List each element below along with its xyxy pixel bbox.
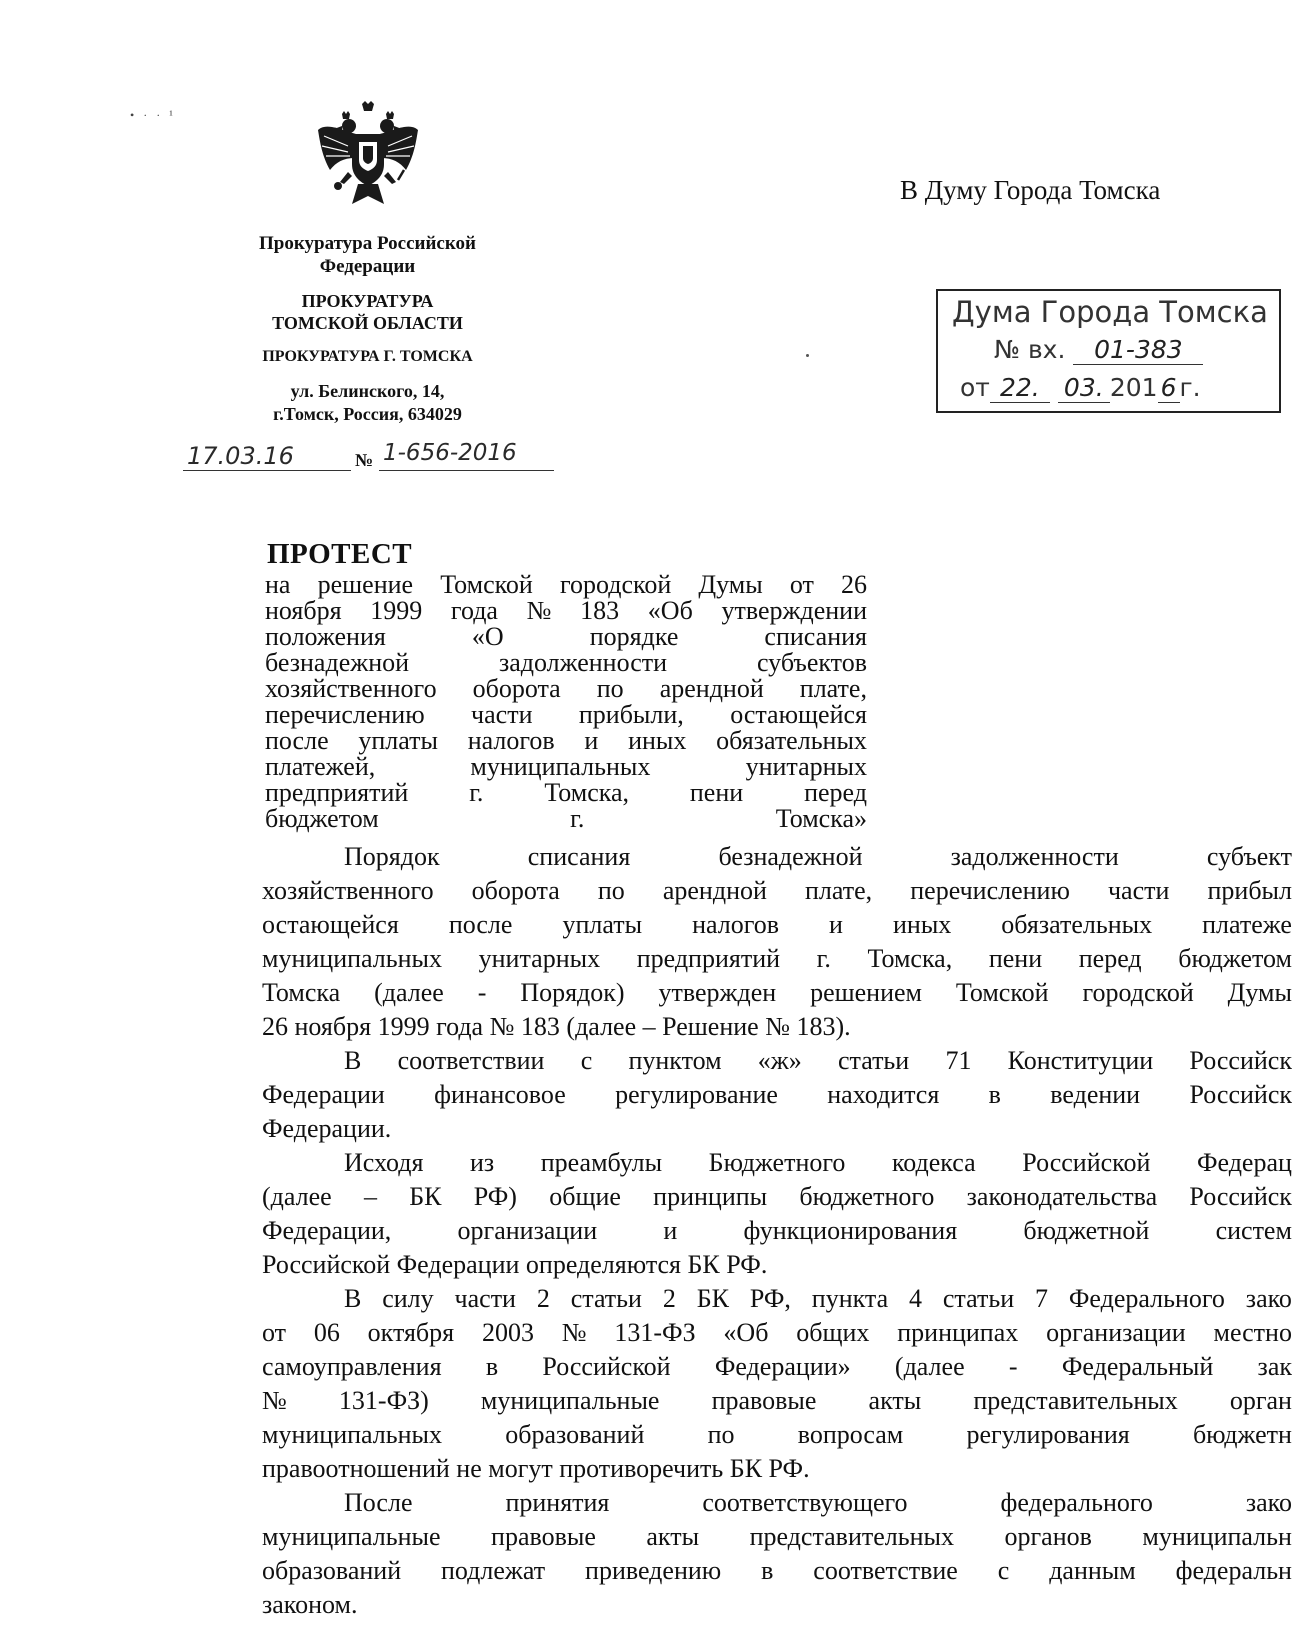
word: задолженности: [498, 648, 668, 677]
word: принципы: [653, 1182, 768, 1211]
body-line: [262, 1316, 1292, 1350]
word: перечислению: [910, 876, 1070, 905]
word: хозяйственного: [262, 876, 434, 905]
addressee: В Думу Города Томска: [900, 175, 1161, 205]
protest-subject: [265, 572, 867, 832]
outgoing-date: 17.03.16: [187, 442, 294, 470]
word: ноября: [265, 596, 342, 625]
stamp-year-digit: 6: [1158, 373, 1180, 403]
word: соответствующего: [702, 1488, 908, 1517]
word: хозяйственного: [265, 674, 437, 703]
word: перед: [804, 778, 867, 807]
word: решением: [810, 978, 922, 1007]
word: в: [988, 1080, 1001, 1109]
word: уплаты: [358, 726, 438, 755]
word: части: [471, 700, 533, 729]
body-line: [262, 874, 1292, 908]
word: Российской: [1022, 1148, 1151, 1177]
word: иных: [628, 726, 687, 755]
word: функционирования: [743, 1216, 958, 1245]
word: 2003: [481, 1318, 534, 1347]
registration-stamp: [936, 289, 1281, 413]
stamp-month: 03.: [1058, 373, 1110, 403]
stamp-in-label: № вх.: [994, 335, 1066, 364]
word: 26: [840, 570, 867, 599]
word: (далее: [374, 978, 444, 1007]
word: порядке: [589, 622, 679, 651]
word: -: [1008, 1352, 1018, 1381]
word: платеже: [1202, 910, 1292, 939]
word: федерального: [1000, 1488, 1153, 1517]
word: части: [1107, 876, 1170, 905]
word: в: [485, 1352, 499, 1381]
word: г.: [469, 778, 484, 807]
word: Томской: [955, 978, 1049, 1007]
word: В: [344, 1046, 362, 1075]
word: акты: [646, 1522, 700, 1551]
body-line: [262, 1146, 1292, 1180]
sender-line: Федерации: [319, 256, 416, 277]
word: БК: [696, 1284, 729, 1313]
word: списания: [764, 622, 867, 651]
word: 183: [580, 596, 620, 625]
word: 7: [1035, 1284, 1048, 1313]
body-line: Федерации.: [262, 1114, 392, 1143]
word: бюджетн: [1192, 1420, 1292, 1449]
stamp-number-row: [994, 335, 1203, 365]
body-line: [262, 1384, 1292, 1418]
word: г.: [816, 944, 831, 973]
word: муниципальные: [262, 1522, 441, 1551]
sender-line: ул. Белинского, 14,: [290, 381, 445, 401]
word: Томска: [262, 978, 341, 1007]
word: зако: [1245, 1284, 1292, 1313]
word: законодательства: [966, 1182, 1158, 1211]
word: находится: [827, 1080, 940, 1109]
word: общих: [796, 1318, 870, 1347]
word: части: [454, 1284, 516, 1313]
word: Томска,: [867, 944, 953, 973]
subject-line: [265, 780, 867, 806]
word: пункта: [811, 1284, 889, 1313]
word: арендной: [659, 674, 764, 703]
word: преамбулы: [540, 1148, 663, 1177]
word: систем: [1215, 1216, 1292, 1245]
word: по: [597, 876, 625, 905]
word: подлежат: [441, 1556, 546, 1585]
word: муниципальных: [470, 752, 651, 781]
word: Исходя: [344, 1148, 424, 1177]
stamp-year-prefix: 201: [1109, 373, 1158, 402]
word: статьи: [837, 1046, 910, 1075]
body-line: 26 ноября 1999 года № 183 (далее – Решение № 183).: [262, 1012, 851, 1041]
word: статьи: [570, 1284, 642, 1313]
word: Федерации: [262, 1080, 385, 1109]
word: пени: [689, 778, 744, 807]
word: Федерации,: [262, 1216, 392, 1245]
word: унитарных: [745, 752, 867, 781]
body-line: [262, 1350, 1292, 1384]
word: уплаты: [562, 910, 643, 939]
word: Думы: [1227, 978, 1292, 1007]
word: –: [363, 1182, 377, 1211]
word: бюджетной: [1023, 1216, 1150, 1245]
word: принципах: [897, 1318, 1019, 1347]
word: финансовое: [434, 1080, 566, 1109]
word: плате,: [804, 876, 873, 905]
word: 131-ФЗ): [338, 1386, 429, 1415]
body-line: [262, 1282, 1292, 1316]
word: кодекса: [891, 1148, 976, 1177]
body-line: [262, 942, 1292, 976]
word: налогов: [692, 910, 780, 939]
word: соответствие: [813, 1556, 958, 1585]
word: «Об: [647, 596, 693, 625]
subject-line: [265, 650, 867, 676]
word: 2: [536, 1284, 550, 1313]
body-line: [262, 1078, 1292, 1112]
word: по: [707, 1420, 735, 1449]
word: с: [580, 1046, 593, 1075]
word: представительных: [749, 1522, 954, 1551]
word: Российск: [1189, 1046, 1292, 1075]
word: городской: [1082, 978, 1194, 1007]
body-line: [262, 1554, 1292, 1588]
word: «Об: [723, 1318, 769, 1347]
word: Думы: [698, 570, 763, 599]
word: в: [761, 1556, 774, 1585]
word: после: [448, 910, 513, 939]
word: из: [470, 1148, 495, 1177]
word: муниципальных: [262, 944, 443, 973]
word: ведении: [1050, 1080, 1141, 1109]
word: правовые: [711, 1386, 817, 1415]
body-line: [262, 1044, 1292, 1078]
word: остающейся: [262, 910, 399, 939]
number-underline: [379, 470, 554, 471]
word: налогов: [467, 726, 555, 755]
coat-of-arms-icon: [312, 100, 424, 212]
outgoing-number: [183, 438, 563, 478]
word: Томска,: [544, 778, 630, 807]
word: №: [561, 1318, 587, 1347]
word: после: [265, 726, 329, 755]
protest-body: [262, 840, 1292, 1622]
word: 2: [662, 1284, 676, 1313]
word: №: [262, 1386, 287, 1415]
word: муниципальные: [480, 1386, 660, 1415]
word: оборота: [471, 876, 560, 905]
word: прибыл: [1207, 876, 1292, 905]
word: (далее: [262, 1182, 332, 1211]
word: соответствии: [397, 1046, 545, 1075]
word: прибыли,: [578, 700, 684, 729]
subject-line: [265, 702, 867, 728]
word: пунктом: [628, 1046, 722, 1075]
word: общие: [549, 1182, 621, 1211]
word: органов: [1004, 1522, 1092, 1551]
word: списания: [527, 842, 631, 871]
word: Федеральный: [1061, 1352, 1214, 1381]
word: организации: [457, 1216, 598, 1245]
stamp-day: 22.: [990, 373, 1050, 403]
body-line: [262, 840, 1292, 874]
word: безнадежной: [265, 648, 410, 677]
body-line: [262, 1418, 1292, 1452]
word: по: [596, 674, 624, 703]
word: организации: [1046, 1318, 1186, 1347]
word: акты: [868, 1386, 922, 1415]
word: Бюджетного: [708, 1148, 846, 1177]
word: октября: [367, 1318, 455, 1347]
word: Конституции: [1007, 1046, 1154, 1075]
word: задолженности: [950, 842, 1119, 871]
sender-line: ТОМСКОЙ ОБЛАСТИ: [272, 313, 463, 333]
word: унитарных: [478, 944, 601, 973]
word: бюджетного: [799, 1182, 935, 1211]
word: В: [344, 1284, 362, 1313]
word: регулирование: [615, 1080, 778, 1109]
word: регулирования: [966, 1420, 1130, 1449]
word: Порядок: [344, 842, 440, 871]
body-line: [262, 976, 1292, 1010]
word: приведению: [585, 1556, 722, 1585]
word: Федерац: [1196, 1148, 1292, 1177]
word: зак: [1257, 1352, 1292, 1381]
word: 131-ФЗ: [614, 1318, 696, 1347]
word: данным: [1049, 1556, 1136, 1585]
word: правовые: [491, 1522, 596, 1551]
stamp-from-label: от: [960, 373, 990, 402]
word: и: [829, 910, 843, 939]
subject-line: бюджетом г. Томска»: [265, 804, 867, 833]
word: предприятий: [265, 778, 409, 807]
word: зако: [1245, 1488, 1292, 1517]
word: утверждении: [721, 596, 867, 625]
subject-line: [265, 728, 867, 754]
word: от: [789, 570, 814, 599]
body-line: [262, 1180, 1292, 1214]
word: с: [997, 1556, 1010, 1585]
word: перед: [1078, 944, 1142, 973]
sender-line: Прокуратура Российской: [259, 233, 476, 254]
word: года: [450, 596, 498, 625]
word: субъект: [1206, 842, 1292, 871]
word: городской: [559, 570, 672, 599]
word: и: [584, 726, 599, 755]
stamp-date-row: [960, 373, 1201, 403]
word: перечислению: [265, 700, 425, 729]
word: утвержден: [658, 978, 777, 1007]
word: силу: [382, 1284, 434, 1313]
word: Федерации»: [714, 1352, 851, 1381]
body-line: правоотношений не могут противоречить БК РФ.: [262, 1454, 810, 1483]
word: №: [526, 596, 552, 625]
word: предприятий: [636, 944, 781, 973]
word: статьи: [942, 1284, 1015, 1313]
sender-block: [230, 232, 505, 426]
word: Российск: [1189, 1182, 1292, 1211]
word: «ж»: [757, 1046, 802, 1075]
stamp-org: Дума Города Томска: [952, 295, 1268, 329]
word: положения: [265, 622, 386, 651]
word: от: [262, 1318, 287, 1347]
word: представительных: [973, 1386, 1178, 1415]
word: на: [265, 570, 291, 599]
word: оборота: [472, 674, 561, 703]
body-line: Российской Федерации определяются БК РФ.: [262, 1250, 768, 1279]
scan-dot: [806, 354, 809, 357]
sender-line: ПРОКУРАТУРА: [301, 291, 434, 311]
word: самоуправления: [262, 1352, 442, 1381]
word: «О: [471, 622, 504, 651]
word: БК: [409, 1182, 442, 1211]
word: 4: [909, 1284, 923, 1313]
word: остающейся: [730, 700, 867, 729]
word: и: [663, 1216, 678, 1245]
word: РФ): [473, 1182, 517, 1211]
word: решение: [317, 570, 414, 599]
word: (далее: [894, 1352, 965, 1381]
word: местно: [1213, 1318, 1292, 1347]
word: 71: [945, 1046, 972, 1075]
document-title: ПРОТЕСТ: [267, 538, 413, 570]
word: субъектов: [756, 648, 867, 677]
date-underline: [183, 470, 351, 471]
sender-line: г.Томск, Россия, 634029: [273, 404, 462, 424]
word: Порядок): [520, 978, 625, 1007]
word: Федерального: [1068, 1284, 1225, 1313]
scan-specks: • · · ¹: [130, 108, 176, 122]
body-line: [262, 1520, 1292, 1554]
word: -: [477, 978, 487, 1007]
word: После: [344, 1488, 413, 1517]
word: пени: [988, 944, 1043, 973]
word: обязательных: [1001, 910, 1153, 939]
word: арендной: [662, 876, 767, 905]
word: федеральн: [1175, 1556, 1292, 1585]
number-sign: №: [355, 450, 374, 470]
word: образований: [505, 1420, 645, 1449]
word: Российской: [542, 1352, 671, 1381]
word: иных: [892, 910, 952, 939]
word: Российск: [1189, 1080, 1292, 1109]
subject-line: [265, 624, 867, 650]
subject-line: [265, 572, 867, 598]
body-line: [262, 908, 1292, 942]
sender-line: ПРОКУРАТУРА Г. ТОМСКА: [262, 348, 473, 365]
word: принятия: [505, 1488, 610, 1517]
stamp-in-number: 01-383: [1073, 335, 1203, 365]
word: плате,: [799, 674, 867, 703]
body-line: [262, 1214, 1292, 1248]
subject-line: [265, 754, 867, 780]
word: обязательных: [716, 726, 867, 755]
subject-line: [265, 676, 867, 702]
word: безнадежной: [718, 842, 863, 871]
body-line: законом.: [262, 1590, 358, 1619]
word: орган: [1229, 1386, 1292, 1415]
body-line: [262, 1486, 1292, 1520]
subject-line: [265, 598, 867, 624]
word: Томской: [440, 570, 533, 599]
stamp-year-suffix: г.: [1179, 373, 1201, 402]
word: вопросам: [797, 1420, 904, 1449]
word: бюджетом: [1178, 944, 1292, 973]
word: муниципальн: [1142, 1522, 1292, 1551]
outgoing-reg-number: 1-656-2016: [383, 440, 517, 466]
word: муниципальных: [262, 1420, 443, 1449]
word: 06: [313, 1318, 340, 1347]
word: платежей,: [265, 752, 376, 781]
word: РФ,: [749, 1284, 791, 1313]
word: образований: [262, 1556, 402, 1585]
word: 1999: [370, 596, 423, 625]
